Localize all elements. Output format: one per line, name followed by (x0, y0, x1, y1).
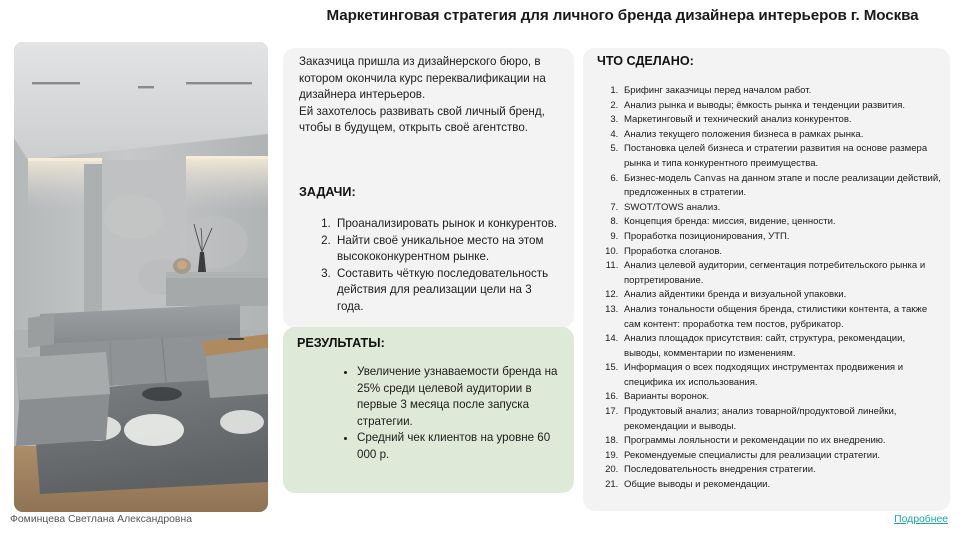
list-item: 1. Брифинг заказчицы перед началом работ. (621, 84, 943, 99)
done-list (597, 84, 943, 493)
more-details-link[interactable]: Подробнее (894, 514, 948, 525)
list-item: 19. Рекомендуемые специалисты для реализации стратегии. (621, 449, 943, 464)
list-item: 13. Анализ тональности общения бренда, стилистики контента, а также сам контент: проработка тем постов, рубрикатор. (621, 303, 943, 332)
list-item: 10. Проработка слоганов. (621, 245, 943, 260)
list-item: 21. Общие выводы и рекомендации. (621, 478, 943, 493)
results-list (325, 364, 559, 463)
list-item: 1. Проанализировать рынок и конкурентов. (334, 216, 560, 233)
list-item: 14. Анализ площадок присутствия: сайт, структура, рекомендации, выводы, комментарии по изменениям. (621, 332, 943, 361)
list-item: 7. SWOT/TOWS анализ. (621, 201, 943, 216)
list-item: 5. Постановка целей бизнеса и стратегии развития на основе размера рынка и типа конкурентного преимущества. (621, 142, 943, 171)
list-item: 12. Анализ айдентики бренда и визуальной упаковки. (621, 288, 943, 303)
list-item: 4. Анализ текущего положения бизнеса в рамках рынка. (621, 128, 943, 143)
author-name: Фоминцева Светлана Александровна (10, 514, 192, 525)
list-item: 9. Проработка позиционирования, УТП. (621, 230, 943, 245)
list-item: 17. Продуктовый анализ; анализ товарной/продуктовой линейки, рекомендации и выводы. (621, 405, 943, 434)
results-heading: РЕЗУЛЬТАТЫ: (297, 336, 385, 350)
list-item: 15. Информация о всех подходящих инструментах продвижения и специфика их использования. (621, 361, 943, 390)
list-item: 8. Концепция бренда: миссия, видение, ценности. (621, 215, 943, 230)
intro-paragraph-2: Ей захотелось развивать свой личный бренд, чтобы в будущем, открыть своё агентство. (299, 104, 545, 135)
list-item: 3. Маркетинговый и технический анализ конкурентов. (621, 113, 943, 128)
list-item: 20. Последовательность внедрения стратегии. (621, 463, 943, 478)
list-item: 3. Составить чёткую последовательность действия для реализации цели на 3 года. (334, 266, 560, 316)
list-item: 11. Анализ целевой аудитории, сегментация потребительского рынка и портретирование. (621, 259, 943, 288)
list-item: 2. Анализ рынка и выводы; ёмкость рынка и тенденции развития. (621, 99, 943, 114)
interior-photo (14, 42, 268, 512)
intro-text (299, 54, 547, 137)
list-item: 18. Программы лояльности и рекомендации по их внедрению. (621, 434, 943, 449)
tasks-list (317, 216, 560, 315)
list-item: 6. Бизнес-модель Canvas на данном этапе и после реализации действий, предложенных в стратегии. (621, 172, 943, 201)
list-item: • Средний чек клиентов на уровне 60 000 р. (357, 430, 559, 463)
interior-photo-graphic (14, 42, 268, 512)
page-title: Маркетинговая стратегия для личного бренда дизайнера интерьеров г. Москва (326, 7, 919, 24)
canvas-term: Canvas (693, 173, 726, 184)
intro-paragraph-1: Заказчица пришла из дизайнерского бюро, в котором окончила курс переквалификации на дизайнера интерьеров. (299, 55, 546, 102)
tasks-heading: ЗАДАЧИ: (299, 185, 356, 199)
done-heading: ЧТО СДЕЛАНО: (597, 54, 694, 68)
list-item: 2. Найти своё уникальное место на этом высококонкурентном рынке. (334, 233, 560, 266)
list-item: 16. Варианты воронок. (621, 390, 943, 405)
list-item: • Увеличение узнаваемости бренда на 25% среди целевой аудитории в первые 3 месяца после запуска стратегии. (357, 364, 559, 430)
